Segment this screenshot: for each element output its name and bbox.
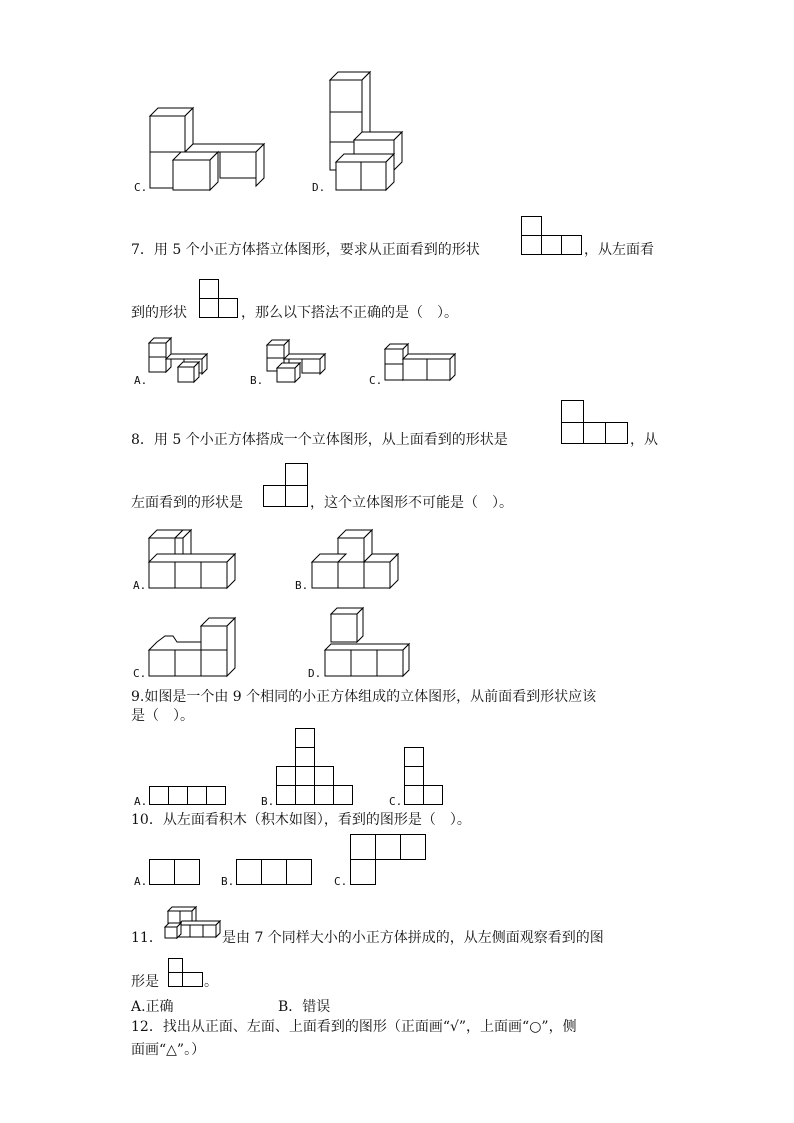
q7-option-c-label[interactable]: C. [369,374,383,387]
q6-option-c-label[interactable]: C. [134,181,148,194]
q11-left-view-figure [168,958,208,990]
q7-option-b-cubes [264,336,328,386]
q8-question-line1: 8．用 5 个小正方体搭成一个立体图形，从上面看到的形状是 [131,432,508,448]
q10-option-b-figure [236,859,316,887]
q11-question-line1-start: 11． [131,930,163,946]
q11-blocks-figure [164,903,224,941]
q9-option-c-figure [404,747,448,807]
q8-question-line1-end: ，从 [630,432,658,448]
q10-option-a-label[interactable]: A. [134,875,148,888]
q9-option-b-figure [276,728,356,808]
q8-option-b-cubes [310,528,405,590]
q9-question-line1: 9.如图是一个由 9 个相同的小正方体组成的立体图形，从前面看到形状应该 [131,689,597,705]
q7-option-a-cubes [148,336,212,386]
q11-question-line2-end: 。 [204,974,218,990]
q9-option-c-label[interactable]: C. [389,795,403,808]
q8-option-c-cubes [147,616,242,678]
q12-question-line2: 面画“△”。） [131,1042,206,1058]
q8-option-b-label[interactable]: B. [295,579,309,592]
q11-option-b[interactable]: B．错误 [278,999,331,1015]
q7-option-a-label[interactable]: A. [134,374,148,387]
q7-question-line2-end: ，那么以下搭法不正确的是（ ）。 [241,305,458,321]
q11-option-a[interactable]: A.正确 [131,999,174,1015]
q6-option-d-cubes [328,70,418,195]
q10-option-a-figure [149,859,203,887]
q8-question-line2-end: ，这个立体图形不可能是（ ）。 [310,495,513,511]
q6-option-c-cubes [148,104,268,194]
q9-question-line2: 是（ ）。 [131,708,194,724]
q8-question-line2-start: 左面看到的形状是 [131,495,243,511]
q9-option-a-figure [149,786,229,806]
q12-question-line1: 12．找出从正面、左面、上面看到的图形（正面画“√”，上面画“○”，侧 [131,1019,577,1035]
q8-option-d-label[interactable]: D. [308,667,322,680]
q9-option-b-label[interactable]: B. [261,795,275,808]
q7-option-c-cubes [383,342,459,384]
q10-question-line1: 10．从左面看积木（积木如图），看到的图形是（ ）。 [131,812,471,828]
q8-option-d-cubes [323,604,413,678]
q7-question-line1-end: ，从左面看 [584,242,654,258]
q8-option-c-label[interactable]: C. [133,667,147,680]
q9-option-a-label[interactable]: A. [134,795,148,808]
q7-question-line2-start: 到的形状 [131,305,187,321]
q6-option-d-label[interactable]: D. [312,181,326,194]
q7-left-view-figure [199,279,243,319]
q11-question-line2-start: 形是 [131,974,159,990]
q8-option-a-label[interactable]: A. [133,579,147,592]
q7-front-view-figure [521,216,585,256]
q8-top-view-figure [561,400,631,446]
q7-question-line1: 7．用 5 个小正方体搭立体图形，要求从正面看到的形状 [131,242,480,258]
q8-left-view-figure [263,463,311,509]
q11-question-line1-end: 是由 7 个同样大小的小正方体拼成的，从左侧面观察看到的图 [222,930,604,946]
q7-option-b-label[interactable]: B. [250,374,264,387]
q8-option-a-cubes [147,528,242,590]
q10-option-c-figure [350,834,430,888]
q10-option-c-label[interactable]: C. [334,875,348,888]
q10-option-b-label[interactable]: B. [221,875,235,888]
